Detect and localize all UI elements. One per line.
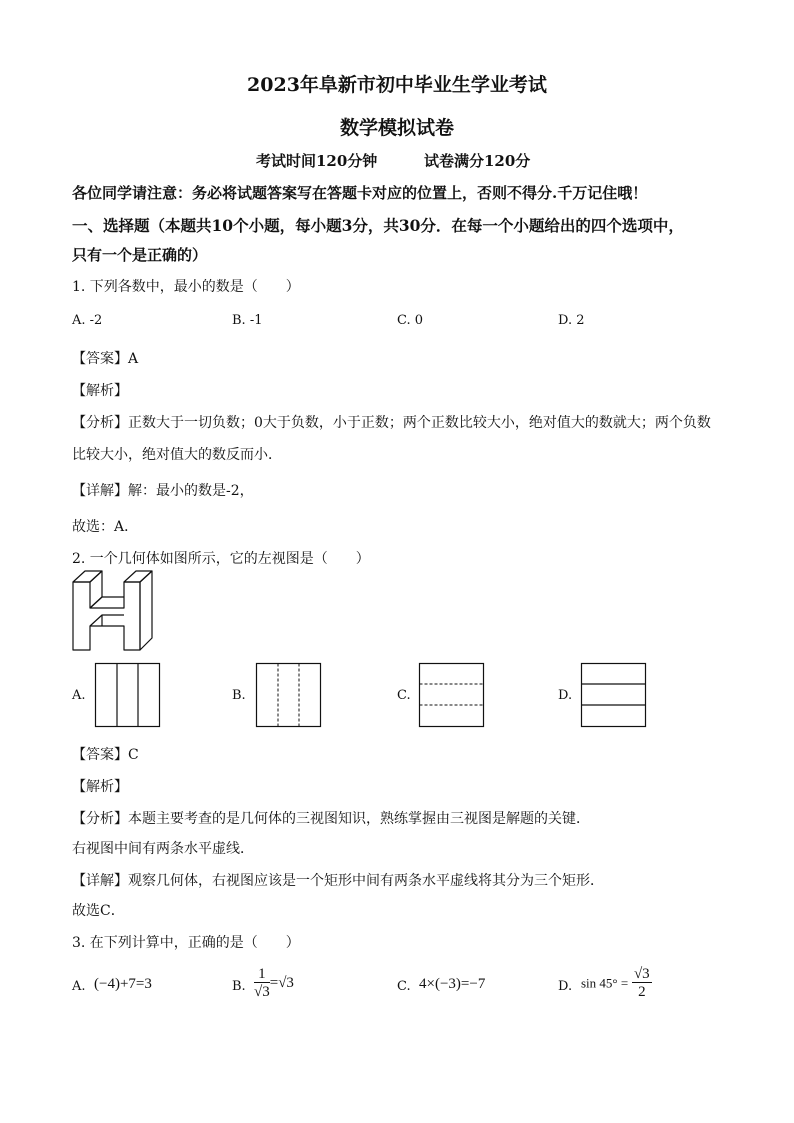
section-heading-line2: 只有一个是正确的） — [72, 246, 208, 264]
q3-option-a-letter: A. — [72, 979, 86, 994]
q3-option-d-denominator: 2 — [638, 984, 646, 1000]
q1-analysis-label: 【解析】 — [72, 383, 128, 399]
q1-stem: 1. 下列各数中，最小的数是（ ） — [72, 279, 300, 295]
q1-analysis-line2: 比较大小，绝对值大的数反而小． — [72, 447, 282, 463]
q3-option-d-letter: D. — [558, 979, 573, 994]
q3-option-d-lhs: sin 45° = — [581, 975, 629, 991]
q2-option-c-figure — [419, 663, 485, 727]
q3-option-b-letter: B. — [232, 979, 246, 994]
q3-option-b-expr — [254, 966, 294, 1001]
q3-option-d-numerator: √3 — [633, 966, 650, 982]
q2-detail: 【详解】观察几何体，右视图应该是一个矩形中间有两条水平虚线将其分为三个矩形． — [72, 873, 604, 889]
q1-answer: 【答案】A — [72, 351, 139, 367]
q1-choose: 故选：A． — [72, 519, 139, 535]
q3-option-c-expr: 4×(−3)=−7 — [419, 976, 486, 992]
q1-option-b: B. -1 — [232, 313, 263, 328]
q3-option-b-rhs: =√3 — [269, 975, 294, 991]
q2-option-a-figure — [95, 663, 161, 727]
q3-option-b-fraction — [254, 966, 270, 1001]
q3-option-a-expr: (−4)+7=3 — [94, 976, 152, 992]
q3-option-d-fraction — [632, 966, 652, 1001]
q2-stem: 2. 一个几何体如图所示，它的左视图是（ ） — [72, 551, 370, 567]
q2-option-b-figure — [256, 663, 322, 727]
q1-option-d: D. 2 — [558, 313, 585, 328]
exam-subtitle: 数学模拟试卷 — [339, 117, 454, 139]
q1-option-a: A. -2 — [72, 313, 103, 328]
q2-answer: 【答案】C — [72, 747, 139, 763]
q1-detail: 【详解】解：最小的数是-2， — [72, 483, 254, 499]
q3-option-d-expr — [581, 966, 652, 1001]
q2-option-b-letter: B. — [232, 688, 246, 703]
q2-analysis-label: 【解析】 — [72, 779, 128, 795]
q2-option-d-letter: D. — [558, 688, 573, 703]
exam-title: 2023年阜新市初中毕业生学业考试 — [247, 74, 547, 96]
section-heading-line1: 一、选择题（本题共10个小题，每小题3分，共30分．在每一个小题给出的四个选项中， — [72, 216, 684, 235]
q2-option-c-letter: C. — [397, 688, 411, 703]
q2-option-d-figure — [581, 663, 647, 727]
q2-option-a-letter: A. — [72, 688, 86, 703]
notice: 各位同学请注意：务必将试题答案写在答题卡对应的位置上，否则不得分.千万记住哦！ — [72, 184, 648, 202]
full-score: 试卷满分120分 — [424, 152, 531, 170]
q3-option-b-denominator: √3 — [254, 984, 270, 1000]
exam-time: 考试时间120分钟 — [256, 152, 378, 170]
q2-solid-figure — [72, 570, 172, 654]
q3-option-b-numerator: 1 — [254, 966, 270, 983]
q1-analysis-line1: 【分析】正数大于一切负数；0大于负数，小于正数；两个正数比较大小，绝对值大的数就大；两个负数 — [72, 415, 711, 431]
q3-option-c-letter: C. — [397, 979, 411, 994]
q3-stem: 3. 在下列计算中，正确的是（ ） — [72, 935, 300, 951]
q2-analysis: 【分析】本题主要考查的是几何体的三视图知识，熟练掌握由三视图是解题的关键． — [72, 811, 590, 827]
q2-note: 右视图中间有两条水平虚线． — [72, 841, 254, 857]
q1-option-c: C. 0 — [397, 313, 424, 328]
q2-choose: 故选C． — [72, 903, 125, 919]
